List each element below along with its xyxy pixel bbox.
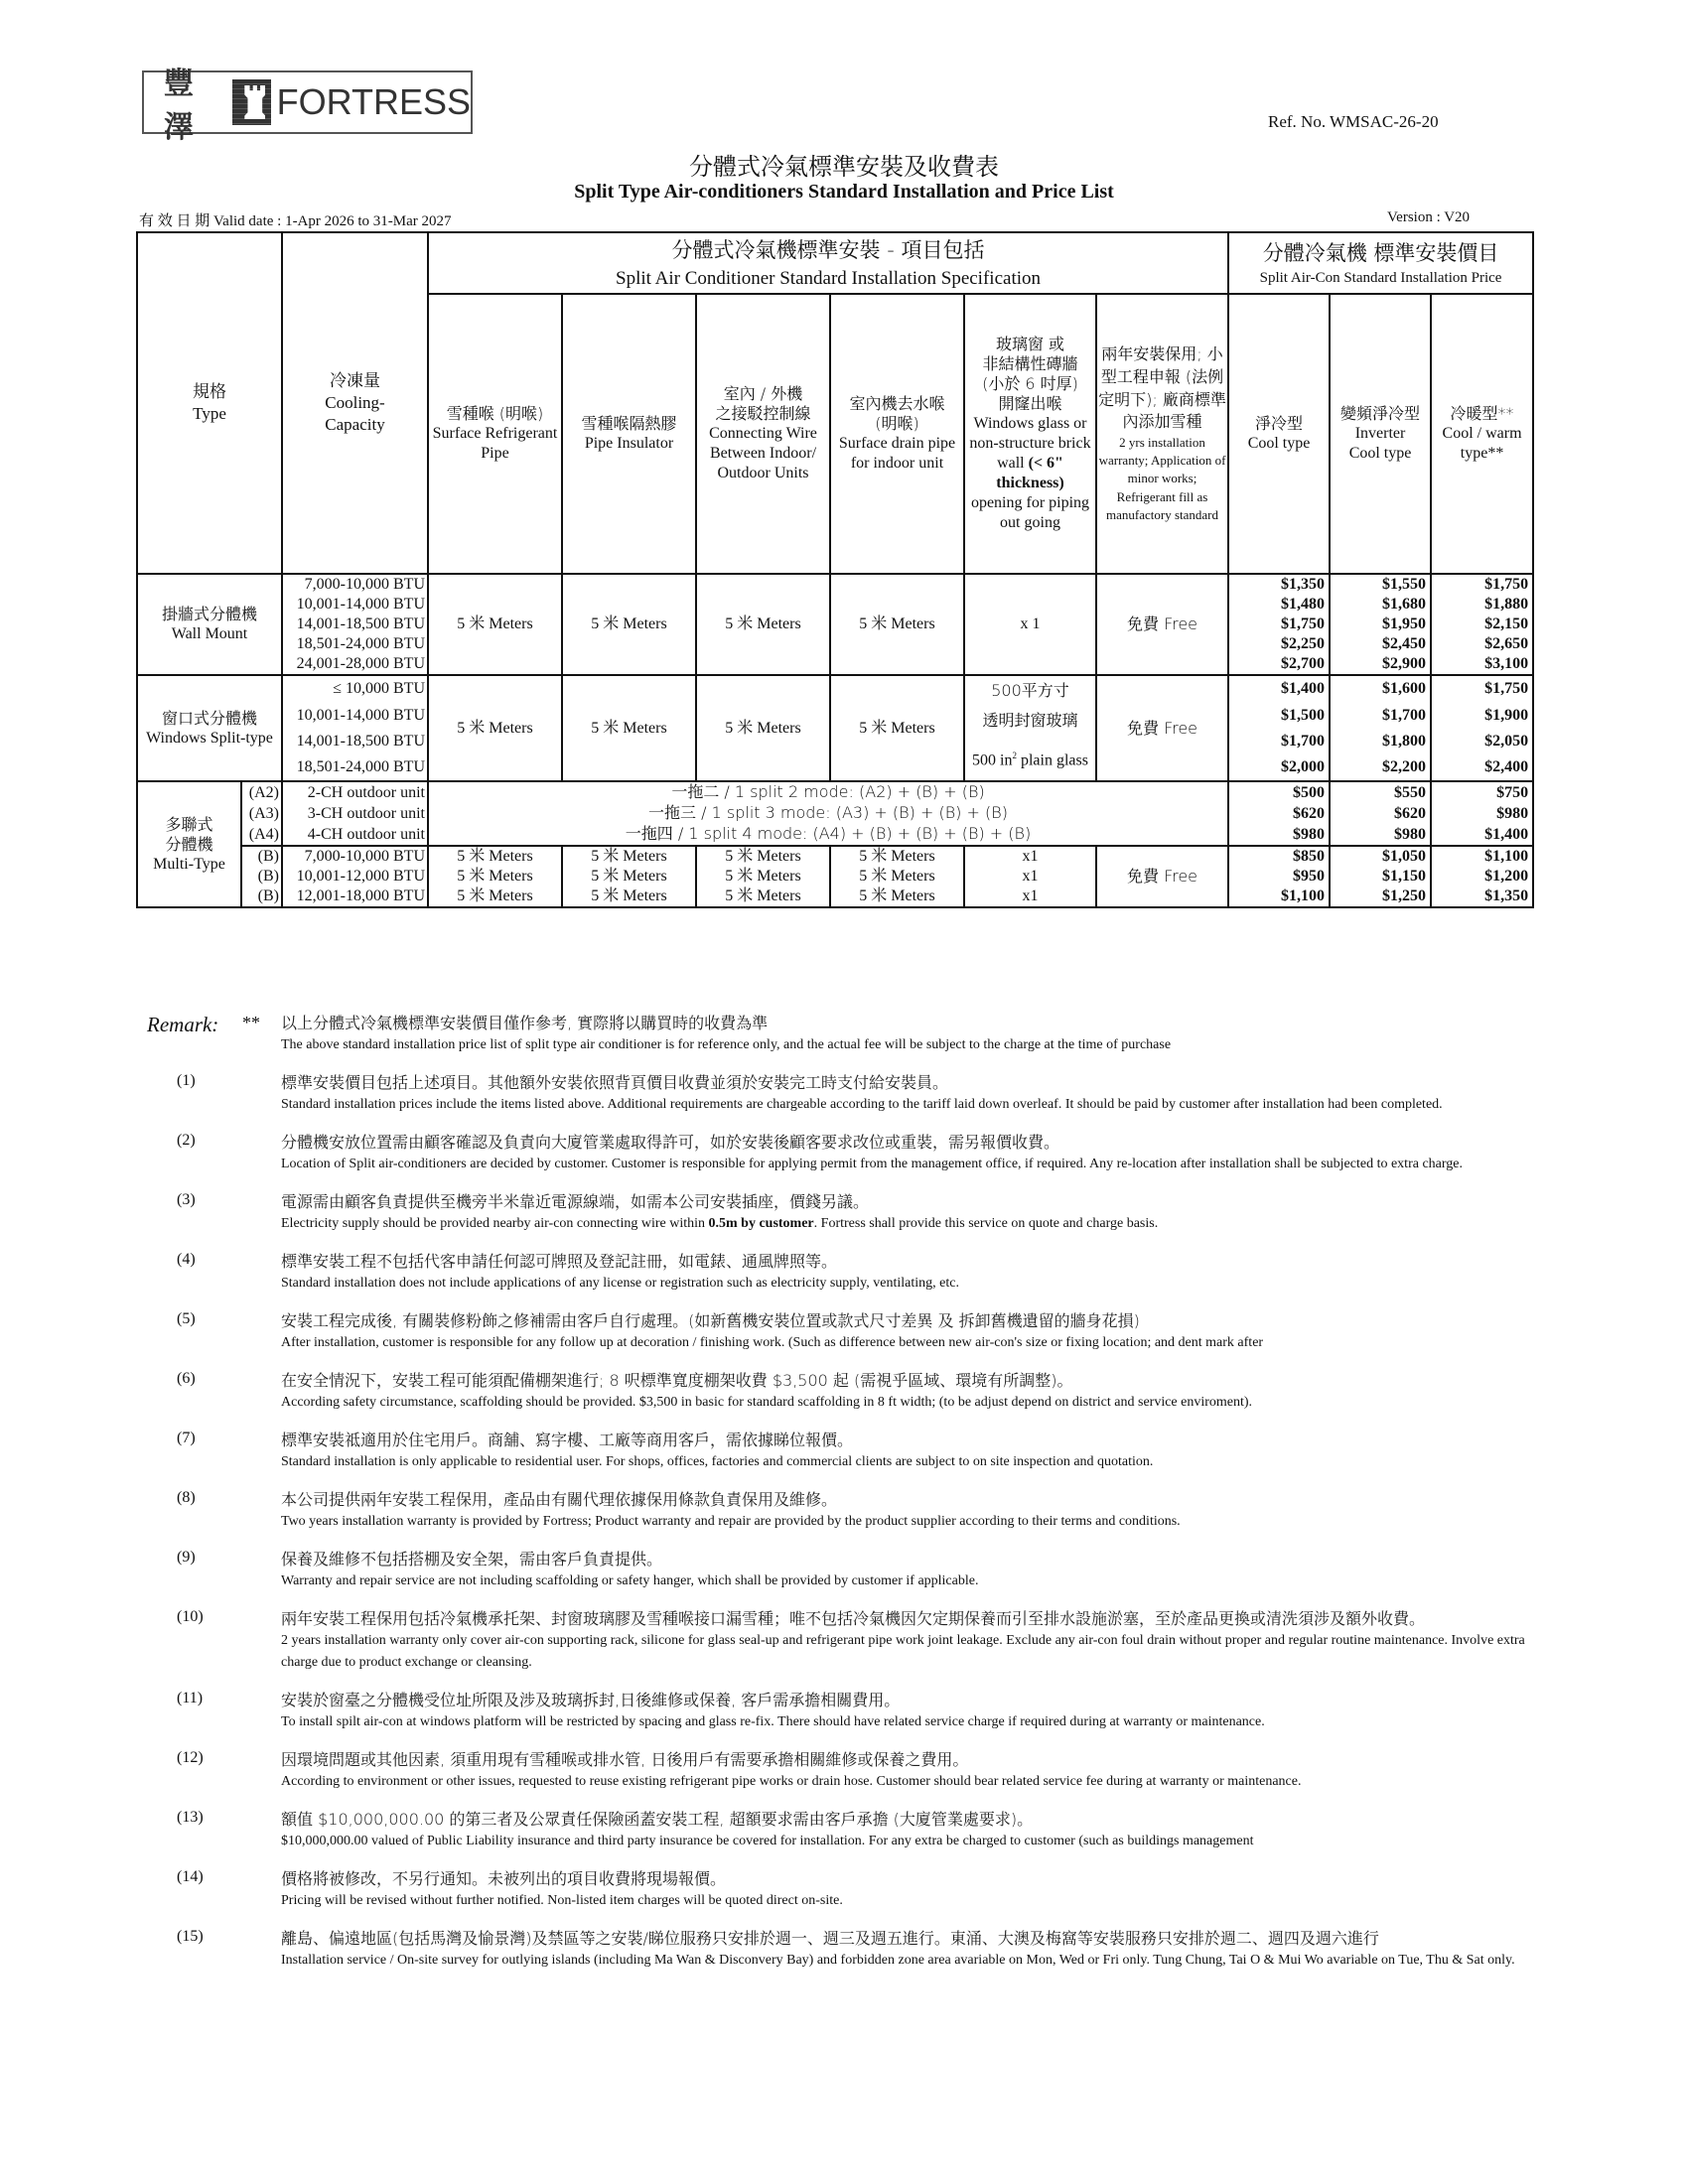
price-cool: $980 [1228,824,1330,846]
price-cool: $500 [1228,781,1330,803]
remark-en: Two years installation warranty is provided by Fortress; Product warranty and repair are provided by the product supplier according to their terms and conditions. [281,1514,1181,1529]
price-warm: $2,150 [1431,614,1533,634]
fortress-logo [142,67,473,145]
remark-number: (15) [177,1928,204,1945]
remark-item [147,1191,1537,1235]
unit-code: (B) [241,846,282,867]
window-pipe-length: 5 米 Meters [428,675,562,781]
type-multi: 多聯式 分體機 Multi-Type [137,781,241,907]
remark-label: Remark: [147,1013,219,1036]
table-row [137,781,1533,803]
remark-en: 2 years installation warranty only cover air-con supporting rack, silicone for glass seal-up and refrigerant pipe work joint leakage. Exclude any air-con foul drain without proper and regular routine maintenance. Involve extra charge due to product exchange or cleansing. [281,1633,1525,1670]
remark-item [147,1132,1537,1175]
remark-item [147,1310,1537,1354]
price-inverter: $2,900 [1330,654,1431,675]
window-insulator-length: 5 米 Meters [562,675,696,781]
price-cool: $1,500 [1228,702,1330,728]
remark-item [147,1690,1537,1733]
price-cool: $2,000 [1228,754,1330,782]
capacity-cell: 24,001-28,000 BTU [282,654,428,675]
remark-item [147,1489,1537,1533]
opening-qty: x1 [964,867,1096,887]
capacity-cell: 4-CH outdoor unit [282,824,428,846]
capacity-cell: 14,001-18,500 BTU [282,729,428,754]
wall-opening-qty: x 1 [964,574,1096,675]
remark-en: According safety circumstance, scaffolding should be provided. $3,500 in basic for standard scaffolding in 8 ft width; (to be adjust depend on district and service enviroment). [281,1395,1253,1410]
type-window-split: 窗口式分體機 Windows Split-type [137,675,282,781]
price-cool: $1,750 [1228,614,1330,634]
price-warm: $1,400 [1431,824,1533,846]
header-connecting-wire: 室內 / 外機 之接駁控制線 Connecting Wire Between Indoor/ Outdoor Units [696,294,830,574]
opening-qty: x1 [964,887,1096,907]
price-inverter: $1,550 [1330,574,1431,595]
remark-en: The above standard installation price list of split type air conditioner is for reference only, and the actual fee will be subject to the charge at the time of purchase [281,1037,1172,1052]
wire-length: 5 米 Meters [696,887,830,907]
capacity-cell: 10,001-12,000 BTU [282,867,428,887]
capacity-cell: 18,501-24,000 BTU [282,634,428,654]
price-inverter: $1,680 [1330,595,1431,614]
remark-number: (5) [177,1310,196,1327]
price-inverter: $1,150 [1330,867,1431,887]
drain-length: 5 米 Meters [830,846,964,867]
price-warm: $2,400 [1431,754,1533,782]
wall-pipe-length: 5 米 Meters [428,574,562,675]
remark-cn: 分體機安放位置需由顧客確認及負責向大廈管業處取得許可，如於安裝後顧客要求改位或重裝，需另報價收費。 [281,1133,1060,1152]
remark-intro [147,1013,1537,1056]
remark-number: (12) [177,1749,204,1766]
price-cool: $620 [1228,803,1330,824]
pipe-length: 5 米 Meters [428,887,562,907]
remark-number: (7) [177,1430,196,1446]
remark-en: Pricing will be revised without further notified. Non-listed item charges will be quoted direct on-site. [281,1893,843,1908]
insulator-length: 5 米 Meters [562,867,696,887]
remark-en: According to environment or other issues, requested to reuse existing refrigerant pipe works or drain hose. Customer should bear related service fee during at warranty or maintenance. [281,1774,1302,1789]
unit-code: (B) [241,887,282,907]
price-inverter: $1,250 [1330,887,1431,907]
price-cool: $1,400 [1228,675,1330,702]
window-glass-spec: 500平方寸 透明封窗玻璃 500 $in^2$ plain glass [964,675,1096,781]
price-cool: $1,480 [1228,595,1330,614]
wall-drain-length: 5 米 Meters [830,574,964,675]
header-price-group: 分體冷氣機 標準安裝價目 Split Air-Con Standard Installation Price [1228,232,1533,294]
remark-cn: 以上分體式冷氣機標準安裝價目僅作參考, 實際將以購買時的收費為準 [281,1014,769,1032]
remark-cn: 價格將被修改，不另行通知。未被列出的項目收費將現場報價。 [281,1869,727,1888]
remark-cn: 標準安裝價目包括上述項目。其他額外安裝依照背頁價目收費並須於安裝完工時支付給安裝員。 [281,1073,949,1092]
title-chinese: 分體式冷氣標準安裝及收費表 [689,153,999,181]
price-warm: $1,100 [1431,846,1533,867]
remark-number: (6) [177,1370,196,1387]
header-drain-pipe: 室內機去水喉 (明喉) Surface drain pipe for indoor unit [830,294,964,574]
window-warranty: 免費 Free [1096,675,1228,781]
price-inverter: $620 [1330,803,1431,824]
remark-en: Standard installation is only applicable to residential user. For shops, offices, factories and commercial clients are subject to on site inspection and quotation. [281,1454,1154,1469]
price-inverter: $1,050 [1330,846,1431,867]
remark-cn: 兩年安裝工程保用包括冷氣機承托架、封窗玻璃膠及雪種喉接口漏雪種；唯不包括冷氣機因欠定期保養而引至排水設施淤塞，至於產品更換或清洗須涉及額外收費。 [281,1609,1426,1628]
remark-number: (9) [177,1549,196,1566]
remark-cn: 標準安裝工程不包括代客申請任何認可牌照及登記註冊，如電錶、通風牌照等。 [281,1252,838,1271]
capacity-cell: 7,000-10,000 BTU [282,574,428,595]
remark-number: (14) [177,1868,204,1885]
remark-item [147,1749,1537,1793]
remark-cn: 額值 $10,000,000.00 的第三者及公眾責任保險函蓋安裝工程, 超額要求需由客戶承擔 (大廈管業處要求)。 [281,1810,1034,1829]
remark-item [147,1868,1537,1912]
table-row [137,867,1533,887]
table-row [137,824,1533,846]
price-cool: $1,100 [1228,887,1330,907]
table-group-header [137,232,1533,294]
header-refrigerant-pipe: 雪種喉 (明喉) Surface Refrigerant Pipe [428,294,562,574]
header-cool-type: 淨冷型 Cool type [1228,294,1330,574]
header-warm-type: 冷暖型** Cool / warm type** [1431,294,1533,574]
price-warm: $2,050 [1431,729,1533,754]
remark-item [147,1370,1537,1414]
price-cool: $950 [1228,867,1330,887]
remark-cn: 本公司提供兩年安裝工程保用，產品由有關代理依據保用條款負責保用及維修。 [281,1490,838,1509]
price-table [136,231,1534,908]
logo-english: FORTRESS [276,81,471,122]
logo-chinese: 豐澤 [164,67,200,145]
capacity-cell: 10,001-14,000 BTU [282,595,428,614]
price-warm: $1,750 [1431,574,1533,595]
remark-cn: 保養及維修不包括搭棚及安全架，需由客戶負責提供。 [281,1550,663,1569]
header-inverter-type: 變頻淨冷型 Inverter Cool type [1330,294,1431,574]
remark-en: Standard installation prices include the items listed above. Additional requirements are chargeable according to the tariff laid down overleaf. It should be paid by customer after installation had been completed. [281,1097,1443,1112]
capacity-cell: 3-CH outdoor unit [282,803,428,824]
price-warm: $1,880 [1431,595,1533,614]
price-cool: $2,250 [1228,634,1330,654]
pipe-length: 5 米 Meters [428,867,562,887]
multi-warranty: 免費 Free [1096,846,1228,907]
remark-cn: 離島、偏遠地區(包括馬灣及愉景灣)及禁區等之安裝/睇位服務只安排於週一、週三及週五進行。東涌、大澳及梅窩等安裝服務只安排於週二、週四及週六進行 [281,1929,1379,1948]
remark-en: Warranty and repair service are not including scaffolding or safety hanger, which shall be provided by customer if applicable. [281,1573,979,1588]
price-cool: $1,700 [1228,729,1330,754]
window-drain-length: 5 米 Meters [830,675,964,781]
remark-en: Location of Split air-conditioners are decided by customer. Customer is responsible for applying permit from the management office, if required. Any re-location after installation shall be subjected to extra charge. [281,1157,1463,1171]
remark-number: (11) [177,1690,204,1706]
wire-length: 5 米 Meters [696,846,830,867]
price-warm: $1,900 [1431,702,1533,728]
remark-en: Electricity supply should be provided nearby air-con connecting wire within 0.5m by customer. Fortress shall provide this service on quote and charge basis. [281,1216,1159,1231]
remark-item [147,1549,1537,1592]
capacity-cell: 18,501-24,000 BTU [282,754,428,782]
price-inverter: $1,950 [1330,614,1431,634]
window-wire-length: 5 米 Meters [696,675,830,781]
remark-stars: ** [242,1013,260,1032]
unit-code: (A3) [241,803,282,824]
remark-item [147,1928,1537,1972]
price-warm: $750 [1431,781,1533,803]
price-inverter: $1,600 [1330,675,1431,702]
split-mode: 一拖四 / 1 split 4 mode: (A4) + (B) + (B) + (B) + (B) [428,824,1228,846]
remark-cn: 電源需由顧客負責提供至機旁半米靠近電源線端，如需本公司安裝插座，價錢另議。 [281,1192,870,1211]
insulator-length: 5 米 Meters [562,887,696,907]
remark-item [147,1072,1537,1116]
capacity-cell: 7,000-10,000 BTU [282,846,428,867]
opening-qty: x1 [964,846,1096,867]
reference-number: Ref. No. WMSAC-26-20 [1268,112,1439,131]
version: Version : V20 [1387,209,1471,225]
drain-length: 5 米 Meters [830,887,964,907]
valid-date: 有 效 日 期 Valid date : 1-Apr 2026 to 31-Mar 2027 [139,213,452,229]
price-inverter: $980 [1330,824,1431,846]
title-english: Split Type Air-conditioners Standard Installation and Price List [574,181,1114,203]
remark-number: (4) [177,1251,196,1268]
table-row [137,574,1533,595]
header-spec-group: 分體式冷氣機標準安裝 - 項目包括 Split Air Conditioner Standard Installation Specification [428,232,1228,294]
capacity-cell: ≤ 10,000 BTU [282,675,428,702]
remark-number: (10) [177,1608,204,1625]
remark-en: Installation service / On-site survey for outlying islands (including Ma Wan & Disconvery Bay) and forbidden zone area avariable on Mon, Wed or Fri only. Tung Chung, Tai O & Mui Wo avariable on Tue, Thu & Sat only. [281,1953,1515,1968]
remark-number: (8) [177,1489,196,1506]
split-mode: 一拖三 / 1 split 3 mode: (A3) + (B) + (B) + (B) [428,803,1228,824]
price-warm: $1,750 [1431,675,1533,702]
remark-cn: 在安全情況下，安裝工程可能須配備棚架進行; 8 呎標準寬度棚架收費 $3,500 起 (需視乎區域、環境有所調整)。 [281,1371,1073,1390]
price-inverter: $1,700 [1330,702,1431,728]
price-warm: $1,350 [1431,887,1533,907]
fortress-tower-icon [232,79,270,125]
header-pipe-insulator: 雪種喉隔熱膠 Pipe Insulator [562,294,696,574]
remark-en: After installation, customer is responsible for any follow up at decoration / finishing work. (Such as difference between new air-con's size or fixing location; and dent mark after [281,1335,1264,1350]
header-type: 規格 Type [137,232,282,574]
remark-item [147,1809,1537,1852]
table-row [137,803,1533,824]
drain-length: 5 米 Meters [830,867,964,887]
price-warm: $2,650 [1431,634,1533,654]
unit-code: (A2) [241,781,282,803]
remark-number: (1) [177,1072,196,1089]
price-cool: $2,700 [1228,654,1330,675]
remark-list [147,1072,1537,1972]
wall-wire-length: 5 米 Meters [696,574,830,675]
table-row [137,846,1533,867]
header-capacity: 冷凍量 Cooling- Capacity [282,232,428,574]
header-wall-opening: 玻璃窗 或 非結構性磚牆 (小於 6 吋厚) 開窿出喉 Windows glass or non-structure brick wall (< 6" thickness) opening for piping out going [964,294,1096,574]
split-mode: 一拖二 / 1 split 2 mode: (A2) + (B) + (B) [428,781,1228,803]
remark-cn: 安裝於窗臺之分體機受位址所限及涉及玻璃拆封,日後維修或保養, 客戶需承擔相關費用。 [281,1691,901,1709]
table-row [137,675,1533,702]
wall-warranty: 免費 Free [1096,574,1228,675]
remark-number: (2) [177,1132,196,1149]
unit-code: (B) [241,867,282,887]
remarks-section [147,1013,1537,1987]
price-inverter: $2,200 [1330,754,1431,782]
remark-en: To install spilt air-con at windows platform will be restricted by spacing and glass re-fix. There should have related service charge if required during at warranty or maintenance. [281,1714,1265,1729]
remark-number: (3) [177,1191,196,1208]
table-row [137,887,1533,907]
capacity-cell: 10,001-14,000 BTU [282,702,428,728]
price-cool: $1,350 [1228,574,1330,595]
price-inverter: $1,800 [1330,729,1431,754]
remark-item [147,1251,1537,1295]
remark-number: (13) [177,1809,204,1826]
remark-en: Standard installation does not include applications of any license or registration such as electricity supply, ventilating, etc. [281,1276,959,1291]
pipe-length: 5 米 Meters [428,846,562,867]
remark-cn: 因環境問題或其他因素, 須重用現有雪種喉或排水管, 日後用戶有需要承擔相關維修或保養之費用。 [281,1750,969,1769]
type-wall-mount: 掛牆式分體機 Wall Mount [137,574,282,675]
price-cool: $850 [1228,846,1330,867]
price-warm: $3,100 [1431,654,1533,675]
price-warm: $980 [1431,803,1533,824]
unit-code: (A4) [241,824,282,846]
remark-item [147,1608,1537,1674]
remark-en: $10,000,000.00 valued of Public Liability insurance and third party insurance be covered for installation. For any extra be charged to customer (such as buildings management [281,1834,1254,1848]
header-warranty: 兩年安裝保用; 小型工程申報 (法例定明下); 廠商標準內添加雪種 2 yrs installation warranty; Application of minor works; Refrigerant fill as manufactory standard [1096,294,1228,574]
capacity-cell: 12,001-18,000 BTU [282,887,428,907]
remark-cn: 安裝工程完成後, 有關裝修粉飾之修補需由客戶自行處理。(如新舊機安裝位置或款式尺寸差異 及 拆卸舊機遺留的牆身花損) [281,1311,1140,1330]
insulator-length: 5 米 Meters [562,846,696,867]
wall-insulator-length: 5 米 Meters [562,574,696,675]
remark-cn: 標準安裝祗適用於住宅用戶。商舖、寫字樓、工廠等商用客戶，需依據睇位報價。 [281,1431,854,1449]
price-inverter: $550 [1330,781,1431,803]
remark-item [147,1430,1537,1473]
price-warm: $1,200 [1431,867,1533,887]
capacity-cell: 14,001-18,500 BTU [282,614,428,634]
wire-length: 5 米 Meters [696,867,830,887]
capacity-cell: 2-CH outdoor unit [282,781,428,803]
price-inverter: $2,450 [1330,634,1431,654]
